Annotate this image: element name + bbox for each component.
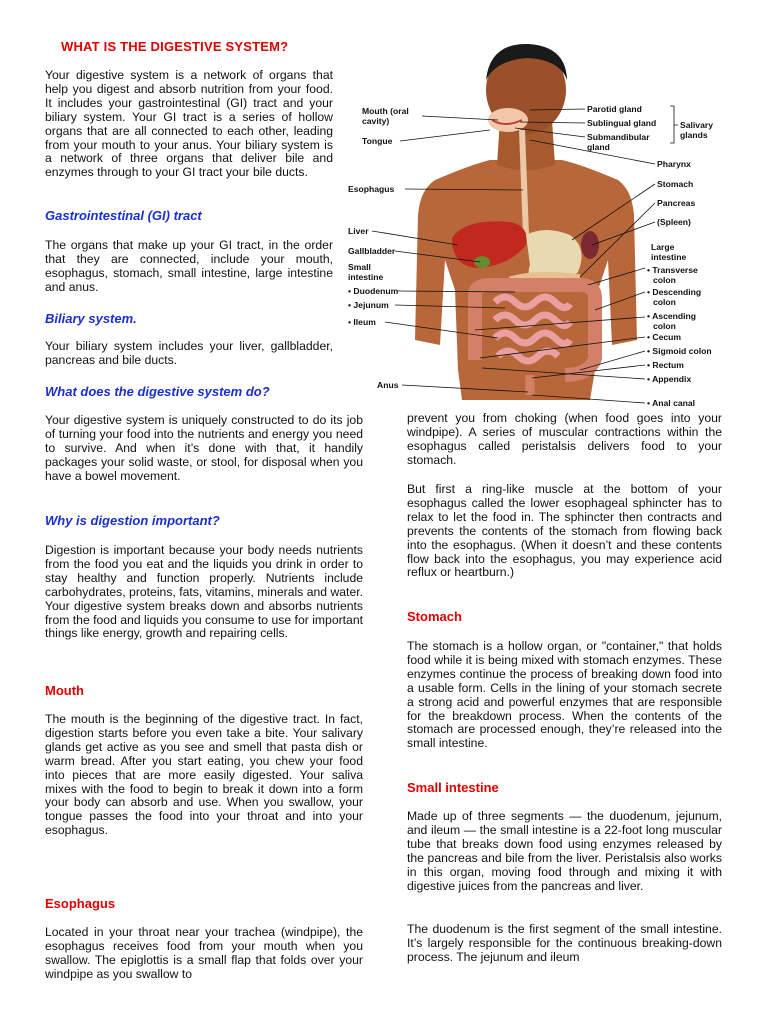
page-title: WHAT IS THE DIGESTIVE SYSTEM? bbox=[61, 39, 289, 54]
label-salivary: Salivary bbox=[680, 120, 713, 130]
label-ileum: • Ileum bbox=[348, 317, 376, 327]
biliary-paragraph: Your biliary system includes your liver, gallbladder, pancreas and bile ducts. bbox=[45, 339, 333, 367]
body-illustration bbox=[415, 44, 637, 400]
what-does-heading: What does the digestive system do? bbox=[45, 384, 270, 399]
label-liver: Liver bbox=[348, 226, 369, 236]
label-salivary-glands: glands bbox=[680, 130, 708, 140]
label-pharynx: Pharynx bbox=[657, 159, 691, 169]
label-descending: • Descending bbox=[647, 287, 702, 297]
label-small: Small bbox=[348, 262, 371, 272]
label-cecum: • Cecum bbox=[647, 332, 682, 342]
label-pancreas: Pancreas bbox=[657, 198, 696, 208]
label-transverse: • Transverse bbox=[647, 265, 698, 275]
label-submandibular-gland: gland bbox=[587, 142, 610, 152]
small-intestine-paragraph: Made up of three segments — the duodenum, jejunum, and ileum — the small intestine is a 22-foot long muscular tube that breaks down food using enzymes released by the pancreas and bile from the liver. Peristalsis also works in this organ, moving food through and mixing it with digestive juices from the pancreas and liver. bbox=[407, 809, 722, 893]
stomach-paragraph: The stomach is a hollow organ, or "container," that holds food while it is being mixed with stomach enzymes. These enzymes continue the process of breaking down food into a usable form. Cells in the lining of your stomach secrete a strong acid and powerful enzymes that are responsible for the breakdown process. When the contents of the stomach are processed enough, they’re released into the small intestine. bbox=[407, 639, 722, 751]
intro-paragraph: Your digestive system is a network of organs that help you digest and absorb nutrition from your food. It includes your gastrointestinal (GI) tract and your biliary system. Your GI tract is a series of hollow organs that are all connected to each other, leading from your mouth to your anus. Your biliary system is a network of three organs that deliver bile and enzymes through to your GI tract your bile ducts. bbox=[45, 68, 333, 180]
label-large-intestine: intestine bbox=[651, 252, 687, 262]
label-transverse-colon: colon bbox=[653, 275, 676, 285]
esophagus-continued-paragraph: prevent you from choking (when food goes into your windpipe). A series of muscular contractions within the esophagus called peristalsis delivers food to your stomach. bbox=[407, 411, 722, 467]
gi-tract-heading: Gastrointestinal (GI) tract bbox=[45, 208, 202, 223]
label-duodenum: • Duodenum bbox=[348, 286, 399, 296]
sphincter-paragraph: But first a ring-like muscle at the bottom of your esophagus called the lower esophageal sphincter has to relax to let the food in. The sphincter then contracts and prevents the contents of the stomach from flowing back into the esophagus. (When it doesn’t and these contents flow back into the esophagus, you may experience acid reflux or heartburn.) bbox=[407, 482, 722, 580]
mouth-paragraph: The mouth is the beginning of the digestive tract. In fact, digestion starts before you even take a bite. Your salivary glands get active as you see and smell that pasta dish or warm bread. After you start eating, you chew your food into pieces that are more easily digested. Your saliva mixes with the food to begin to break it down into a form your body can absorb and use. When you swallow, your tongue passes the food into your throat and into your esophagus. bbox=[45, 712, 363, 838]
label-ascending-colon: colon bbox=[653, 321, 676, 331]
what-does-paragraph: Your digestive system is uniquely constructed to do its job of turning your food into the nutrients and energy you need to survive. And when it’s done with that, it handily packages your solid waste, or stool, for disposal when you have a bowel movement. bbox=[45, 413, 363, 483]
gi-tract-paragraph: The organs that make up your GI tract, in the order that they are connected, include your mouth, esophagus, stomach, small intestine, large intestine and anus. bbox=[45, 238, 333, 294]
label-tongue: Tongue bbox=[362, 136, 393, 146]
biliary-heading: Biliary system. bbox=[45, 311, 137, 326]
why-paragraph: Digestion is important because your body needs nutrients from the food you eat and the liquids you drink in order to stay healthy and function properly. Nutrients include carbohydrates, proteins, fats, vitamins, minerals and water. Your digestive system breaks down and absorbs nutrients from the food and liquids you consume to use for important things like energy, growth and repairing cells. bbox=[45, 543, 363, 641]
label-appendix: • Appendix bbox=[647, 374, 692, 384]
duodenum-paragraph: The duodenum is the first segment of the small intestine. It’s largely responsible for the continuous breaking-down process. The jejunum and ileum bbox=[407, 922, 722, 964]
label-small-intestine: intestine bbox=[348, 272, 384, 282]
label-rectum: • Rectum bbox=[647, 360, 684, 370]
label-sigmoid-colon: • Sigmoid colon bbox=[647, 346, 712, 356]
mouth-heading: Mouth bbox=[45, 683, 84, 698]
label-spleen: (Spleen) bbox=[657, 217, 691, 227]
label-sublingual: Sublingual gland bbox=[587, 118, 657, 128]
label-anus: Anus bbox=[377, 380, 399, 390]
esophagus-paragraph: Located in your throat near your trachea (windpipe), the esophagus receives food from your mouth when you swallow. The epiglottis is a small flap that folds over your windpipe as you swallow to bbox=[45, 925, 363, 981]
stomach-heading: Stomach bbox=[407, 609, 462, 624]
label-parotid: Parotid gland bbox=[587, 104, 642, 114]
digestive-system-diagram bbox=[340, 40, 768, 410]
label-jejunum: • Jejunum bbox=[348, 300, 389, 310]
label-mouth: Mouth (oral bbox=[362, 106, 409, 116]
esophagus-heading: Esophagus bbox=[45, 896, 116, 911]
small-intestine-heading: Small intestine bbox=[407, 780, 499, 795]
label-submandibular: Submandibular bbox=[587, 132, 650, 142]
label-stomach: Stomach bbox=[657, 179, 694, 189]
label-ascending: • Ascending bbox=[647, 311, 697, 321]
label-gallbladder: Gallbladder bbox=[348, 246, 396, 256]
why-heading: Why is digestion important? bbox=[45, 513, 220, 528]
label-large: Large bbox=[651, 242, 675, 252]
label-esophagus: Esophagus bbox=[348, 184, 395, 194]
label-anal-canal: • Anal canal bbox=[647, 398, 696, 408]
label-descending-colon: colon bbox=[653, 297, 676, 307]
label-mouth-cavity: cavity) bbox=[362, 116, 390, 126]
